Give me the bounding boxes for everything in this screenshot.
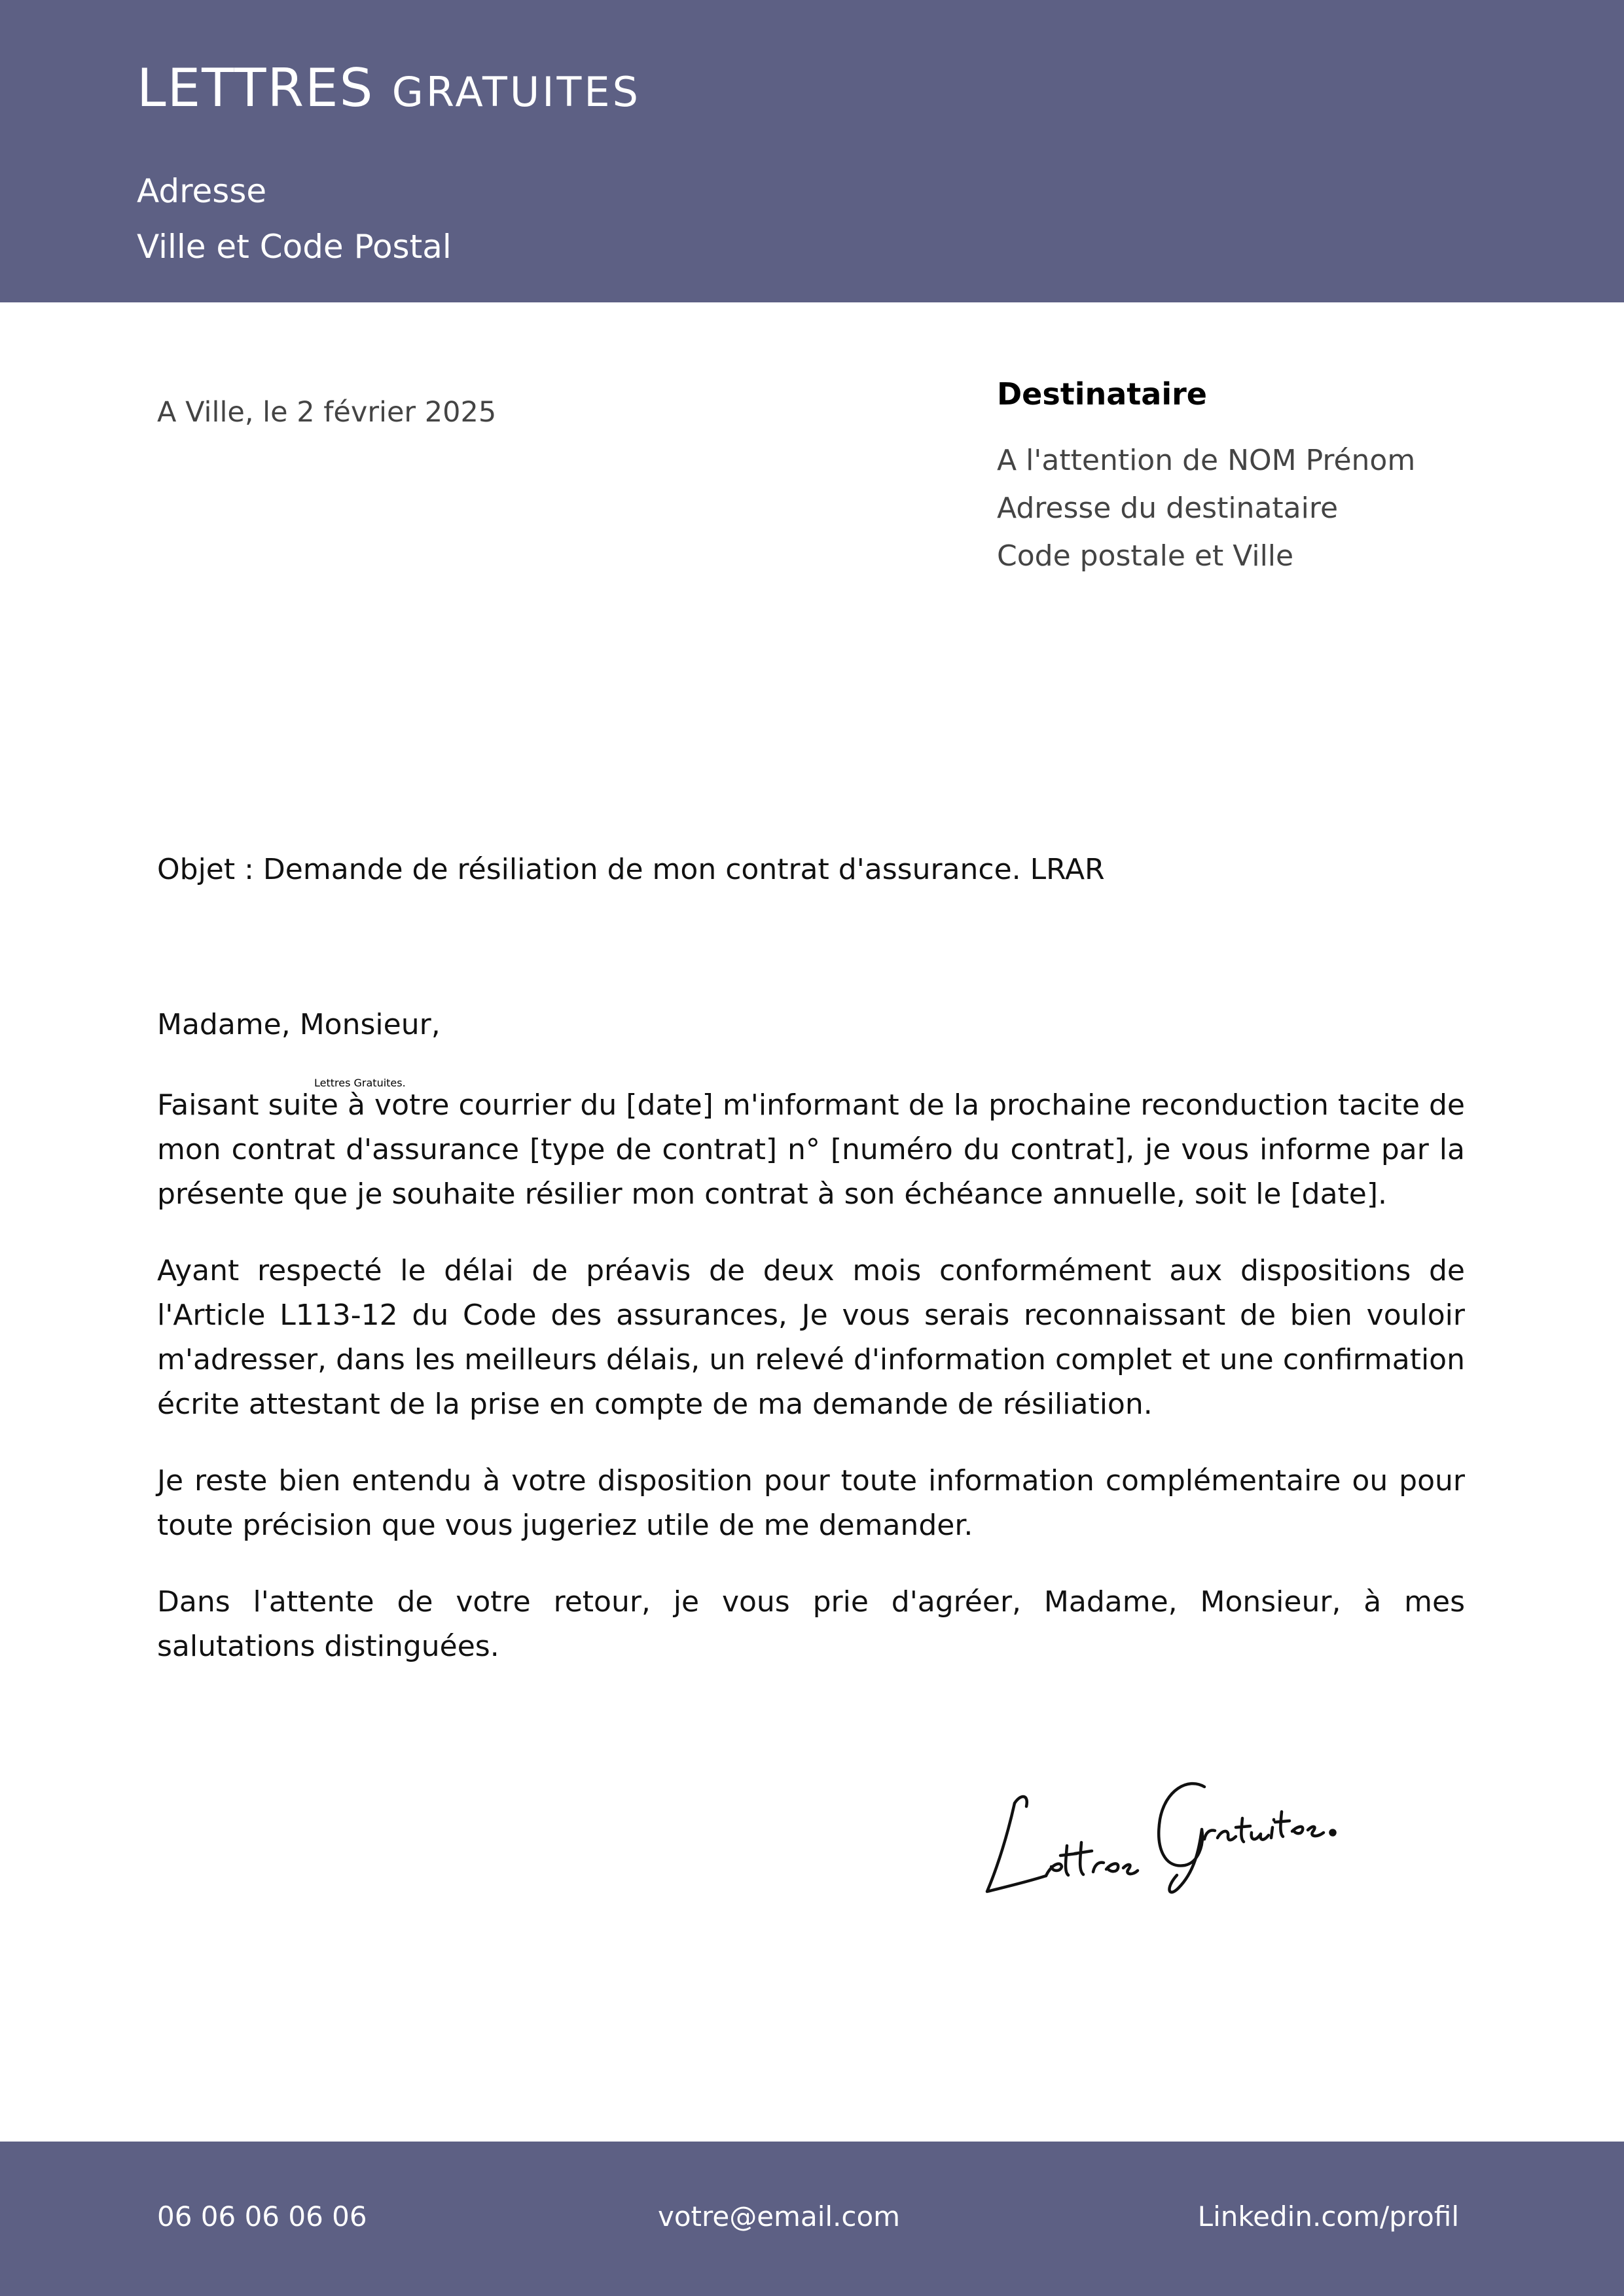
- recipient-line: Code postale et Ville: [997, 539, 1294, 573]
- recipient-block: [997, 376, 1415, 580]
- footer-linkedin-link[interactable]: Linkedin.com/profil: [1197, 2200, 1459, 2233]
- recipient-line: Adresse du destinataire: [997, 492, 1339, 525]
- letter-salutation: Madame, Monsieur,: [157, 1008, 441, 1041]
- brand-word-2: GRATUITES: [391, 68, 641, 116]
- sender-address-line: Adresse: [137, 172, 267, 210]
- sender-city-line: Ville et Code Postal: [137, 228, 452, 266]
- sender-address: [137, 164, 452, 275]
- footer-phone: 06 06 06 06 06: [157, 2200, 367, 2233]
- letter-subject: Objet : Demande de résiliation de mon contrat d'assurance. LRAR: [157, 853, 1105, 886]
- footer-email[interactable]: votre@email.com: [658, 2200, 901, 2233]
- footer-band: [0, 2142, 1624, 2296]
- body-paragraph: Je reste bien entendu à votre disposition pour toute information complémentaire ou pour toute précision que vous jugeriez utile de me demander.: [157, 1464, 1465, 1542]
- letter-date: A Ville, le 2 février 2025: [157, 396, 497, 429]
- recipient-title: Destinataire: [997, 376, 1207, 412]
- body-paragraph: Dans l'attente de votre retour, je vous prie d'agréer, Madame, Monsieur, à mes salutations distinguées.: [157, 1585, 1465, 1663]
- signature-text: Lettres Gratuites.: [314, 1077, 406, 1089]
- brand-word-1: LETTRES: [137, 58, 374, 118]
- recipient-line: A l'attention de NOM Prénom: [997, 444, 1416, 477]
- body-paragraph: Faisant suite à votre courrier du [date] m'informant de la prochaine reconduction tacite de mon contrat d'assurance [type de contrat] n° [numéro du contrat], je vous informe par la présente que je souhaite résilier mon contrat à son échéance annuelle, soit le [date].: [157, 1088, 1465, 1211]
- header-band: [0, 0, 1624, 302]
- body-paragraph: Ayant respecté le délai de préavis de deux mois conformément aux dispositions de l'Article L113-12 du Code des assurances, Je vous serais reconnaissant de bien vouloir m'adresser, dans les meilleurs délais, un relevé d'information complet et une confirmation écrite attestant de la prise en compte de ma demande de résiliation.: [157, 1254, 1465, 1421]
- letter-body: [157, 1083, 1465, 1701]
- brand-title: [137, 58, 641, 118]
